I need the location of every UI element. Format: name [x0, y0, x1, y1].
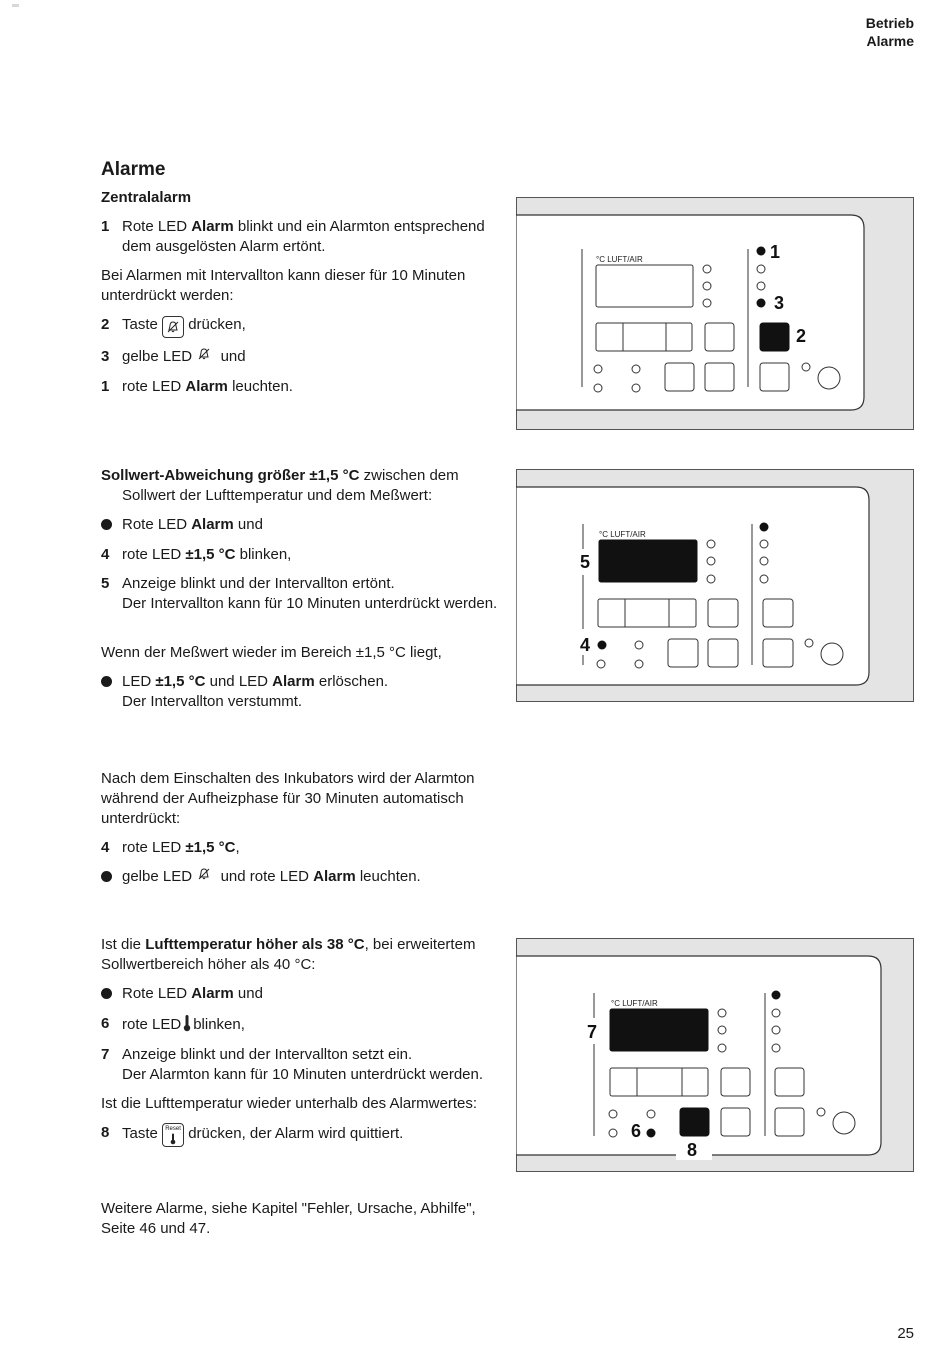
running-header — [866, 14, 914, 50]
bullet-dot — [101, 871, 112, 882]
step-text: Rote LED Alarm blinkt und ein Alarmton entsprechend dem ausgelösten Alarm ertönt. — [122, 218, 485, 255]
control-panel-figure-1 — [516, 197, 914, 430]
callout-4: 4 — [580, 635, 591, 655]
paragraph: Ist die Lufttemperatur höher als 38 °C, bei erweitertem Sollwertbereich höher als 40 °C: — [101, 936, 476, 973]
list-item: 6 rote LED blinken, — [101, 1014, 511, 1036]
bell-off-icon — [196, 867, 212, 888]
callout-3: 3 — [774, 293, 785, 313]
paragraph: Sollwert-Abweichung größer ±1,5 °C zwischen dem Sollwert der Lufttemperatur und dem Meßwert: — [101, 467, 459, 504]
paragraph: Nach dem Einschalten des Inkubators wird der Alarmton während der Aufheizphase für 30 Minuten automatisch unterdrückt: — [101, 770, 475, 827]
bullet-dot — [101, 519, 112, 530]
step-1-repeat — [101, 377, 511, 397]
section-sollwert-abweichung — [101, 466, 511, 712]
panel-label: °C LUFT/AIR — [611, 999, 658, 1008]
list-item: Rote LED Alarm und — [101, 515, 511, 536]
step-1 — [101, 217, 511, 257]
list-item: 4 rote LED ±1,5 °C, — [101, 839, 240, 856]
step-marker: 5 — [101, 575, 110, 592]
panel-label: °C LUFT/AIR — [596, 255, 643, 264]
step-marker: 1 — [101, 218, 110, 235]
paragraph: Ist die Lufttemperatur wieder unterhalb des Alarmwertes: — [101, 1095, 478, 1112]
list-item: 4 rote LED ±1,5 °C blinken, — [101, 546, 292, 563]
bullet-dot — [101, 676, 112, 687]
callout-6: 6 — [631, 1121, 642, 1141]
step-text: Taste drücken, — [122, 315, 511, 338]
thermometer-icon — [181, 1014, 193, 1036]
step-marker: 6 — [101, 1015, 110, 1032]
step-marker: 1 — [101, 378, 110, 395]
section-lufttemperatur — [101, 935, 511, 1147]
section-aufheizphase — [101, 769, 511, 888]
callout-7: 7 — [587, 1022, 598, 1042]
section-zentralalarm — [101, 160, 511, 397]
paragraph: Bei Alarmen mit Intervallton kann dieser für 10 Minuten unterdrückt werden: — [101, 267, 466, 304]
control-panel-figure-3 — [516, 938, 914, 1172]
corner-mark — [12, 4, 19, 7]
step-2 — [101, 315, 511, 338]
callout-8: 8 — [687, 1140, 698, 1160]
list-item: 7 Anzeige blinkt und der Intervallton setzt ein. Der Alarmton kann für 10 Minuten unterdrückt werden. — [101, 1046, 484, 1083]
page-title: Alarme — [101, 159, 166, 180]
paragraph: Wenn der Meßwert wieder im Bereich ±1,5 °C liegt, — [101, 644, 442, 661]
step-marker: 4 — [101, 546, 110, 563]
step-marker: 7 — [101, 1046, 110, 1063]
callout-5: 5 — [580, 552, 591, 572]
callout-1: 1 — [770, 242, 781, 262]
list-item: 5 Anzeige blinkt und der Intervallton ertönt. Der Intervallton kann für 10 Minuten unterdrückt werden. — [101, 575, 498, 612]
step-text: gelbe LED und — [122, 347, 511, 368]
header-chapter: Betrieb — [865, 15, 914, 31]
step-marker: 8 — [101, 1124, 110, 1141]
page-number: 25 — [897, 1325, 914, 1342]
step-marker: 3 — [101, 348, 110, 365]
bullet-dot — [101, 988, 112, 999]
control-panel-figure-2 — [516, 469, 914, 702]
reset-key-icon: Reset — [162, 1123, 184, 1147]
header-section: Alarme — [866, 33, 914, 49]
bell-off-icon — [162, 316, 184, 338]
bell-off-icon — [196, 347, 212, 368]
callout-2: 2 — [796, 326, 807, 346]
step-3 — [101, 347, 511, 368]
footer-reference: Weitere Alarme, siehe Kapitel "Fehler, Ursache, Abhilfe", Seite 46 und 47. — [101, 1200, 476, 1237]
list-item: 8 Taste Reset drücken, der Alarm wird quittiert. — [101, 1123, 511, 1147]
list-item: Rote LED Alarm und — [101, 984, 511, 1005]
list-item: gelbe LED und rote LED Alarm leuchten. — [101, 867, 511, 888]
panel-label: °C LUFT/AIR — [599, 530, 646, 539]
list-item: LED ±1,5 °C und LED Alarm erlöschen. Der Intervallton verstummt. — [101, 672, 511, 712]
step-marker: 2 — [101, 316, 110, 333]
step-text: rote LED Alarm leuchten. — [122, 378, 293, 395]
section-heading: Zentralalarm — [101, 189, 192, 206]
step-marker: 4 — [101, 839, 110, 856]
